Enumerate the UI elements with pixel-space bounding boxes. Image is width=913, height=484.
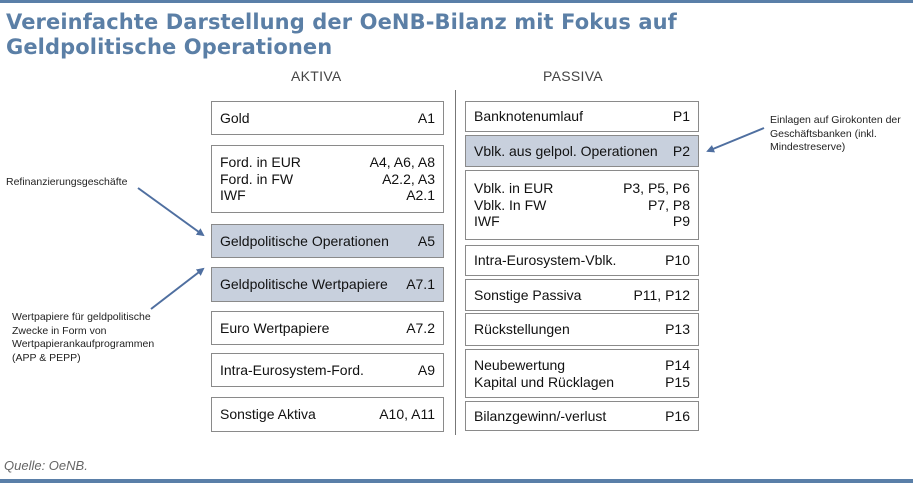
note-wertpapiere-line: (APP & PEPP)	[12, 351, 81, 364]
aktiva-item-code: A5	[417, 232, 435, 249]
aktiva-item-code: A2.1	[406, 187, 435, 204]
passiva-item-label: Vblk. in EUR	[474, 180, 554, 197]
aktiva-item-label: IWF	[220, 187, 246, 204]
note-wertpapiere-line: Wertpapierankaufprogrammen	[12, 338, 155, 350]
aktiva-item-label: Intra-Eurosystem-Ford.	[220, 361, 364, 378]
passiva-item-code: P16	[665, 407, 690, 424]
aktiva-item-code: A7.1	[406, 276, 435, 293]
passiva-item-label: Sonstige Passiva	[474, 286, 582, 303]
passiva-item-code: P15	[665, 373, 690, 390]
passiva-item-label: Vblk. In FW	[474, 196, 547, 213]
note-refinanzierung: Refinanzierungsgeschäfte	[6, 176, 128, 188]
passiva-item-label: Neubewertung	[474, 357, 566, 373]
aktiva-item-label: Sonstige Aktiva	[220, 406, 316, 423]
passiva-item-label: Intra-Eurosystem-Vblk.	[474, 252, 617, 269]
arrow-to-geldpolitische-operationen	[138, 188, 203, 235]
aktiva-item-label: Euro Wertpapiere	[220, 319, 330, 336]
passiva-item-label: Banknotenumlauf	[474, 108, 583, 125]
passiva-item-code: P3, P5, P6	[623, 180, 690, 197]
arrow-to-geldpolitische-wertpapiere	[151, 269, 203, 309]
aktiva-header: AKTIVA	[291, 68, 342, 84]
aktiva-item-code: A1	[417, 109, 435, 126]
passiva-item-code: P2	[672, 142, 690, 159]
passiva-item-code: P11, P12	[633, 286, 690, 303]
passiva-item-label: Kapital und Rücklagen	[474, 373, 615, 390]
aktiva-item-label: Ford. in EUR	[220, 154, 301, 171]
aktiva-item-code: A9	[417, 361, 435, 378]
note-einlagen-line: Einlagen auf Girokonten der	[770, 114, 901, 126]
passiva-item-code: P10	[665, 252, 690, 269]
passiva-item-code: P9	[672, 213, 690, 230]
aktiva-item-label: Geldpolitische Operationen	[220, 232, 389, 249]
note-einlagen-line: Mindestreserve)	[770, 141, 846, 153]
passiva-item-label: IWF	[474, 213, 500, 230]
passiva-item-label: Rückstellungen	[474, 321, 570, 338]
aktiva-item-code: A2.2, A3	[382, 170, 435, 187]
source-note: Quelle: OeNB.	[4, 458, 88, 473]
passiva-item-code: P14	[665, 357, 690, 373]
passiva-item-label: Bilanzgewinn/-verlust	[474, 407, 607, 424]
aktiva-item-code: A4, A6, A8	[369, 154, 435, 171]
passiva-item-code: P13	[665, 321, 690, 338]
aktiva-item-label: Geldpolitische Wertpapiere	[220, 276, 388, 293]
note-wertpapiere-line: Zwecke in Form von	[12, 324, 107, 337]
title-line-1: Vereinfachte Darstellung der OeNB-Bilanz mit Fokus auf	[6, 10, 677, 34]
aktiva-item-label: Ford. in FW	[220, 170, 294, 187]
passiva-header: PASSIVA	[543, 68, 603, 84]
title-line-2: Geldpolitische Operationen	[6, 35, 333, 59]
note-wertpapiere-line: Wertpapiere für geldpolitische	[12, 311, 151, 323]
passiva-item-code: P7, P8	[647, 196, 690, 213]
passiva-item-label: Vblk. aus gelpol. Operationen	[474, 142, 658, 159]
arrow-to-vblk-gelpol-operationen	[708, 128, 764, 151]
note-einlagen-line: Geschäftsbanken (inkl.	[770, 127, 877, 140]
aktiva-item-code: A7.2	[406, 319, 435, 336]
aktiva-item-code: A10, A11	[379, 406, 435, 423]
aktiva-item-label: Gold	[220, 109, 250, 126]
passiva-item-code: P1	[672, 108, 690, 125]
bottom-rule	[0, 479, 913, 483]
